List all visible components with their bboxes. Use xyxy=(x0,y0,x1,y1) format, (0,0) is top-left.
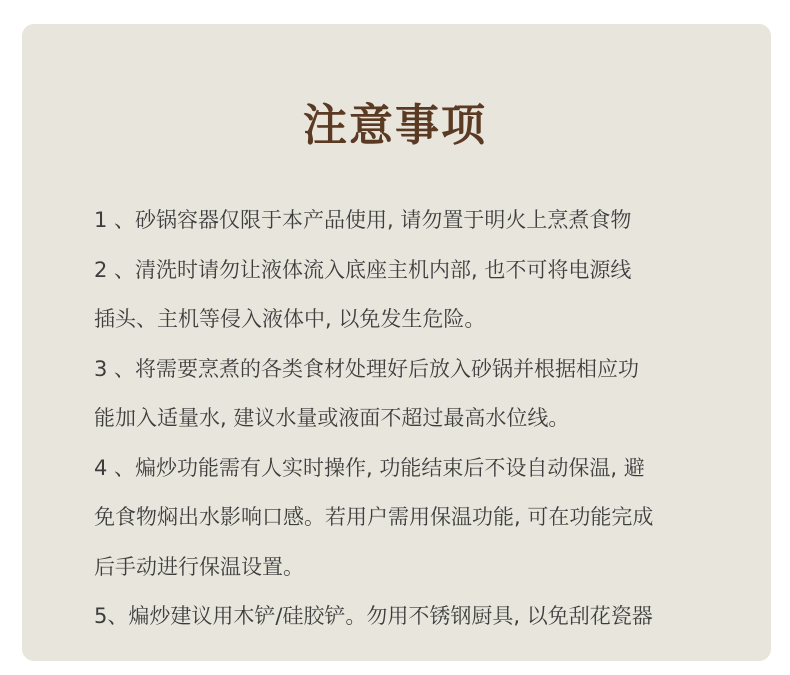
note-3-line-2: 能加入适量水, 建议水量或液面不超过最高水位线。 xyxy=(94,406,570,430)
note-4-line-3: 后手动进行保温设置。 xyxy=(94,554,304,579)
note-4-line-2: 免食物焖出水影响口感。若用户需用保温功能, 可在功能完成 xyxy=(94,505,654,529)
note-3-line-1: 3 、将需要烹煮的各类食材处理好后放入砂锅并根据相应功 xyxy=(94,356,640,381)
note-5-line-1: 5、煸炒建议用木铲/硅胶铲。勿用不锈钢厨具, 以免刮花瓷器 xyxy=(94,604,653,628)
page-title: 注意事项 xyxy=(303,100,487,151)
note-2-line-1: 2 、清洗时请勿让液体流入底座主机内部, 也不可将电源线 xyxy=(94,257,632,282)
note-2-line-2: 插头、主机等侵入液体中, 以免发生危险。 xyxy=(94,307,486,331)
note-4-line-1: 4 、煸炒功能需有人实时操作, 功能结束后不设自动保温, 避 xyxy=(94,455,645,480)
note-1-line-1: 1 、砂锅容器仅限于本产品使用, 请勿置于明火上烹煮食物 xyxy=(94,208,632,232)
notes-list xyxy=(94,196,724,642)
